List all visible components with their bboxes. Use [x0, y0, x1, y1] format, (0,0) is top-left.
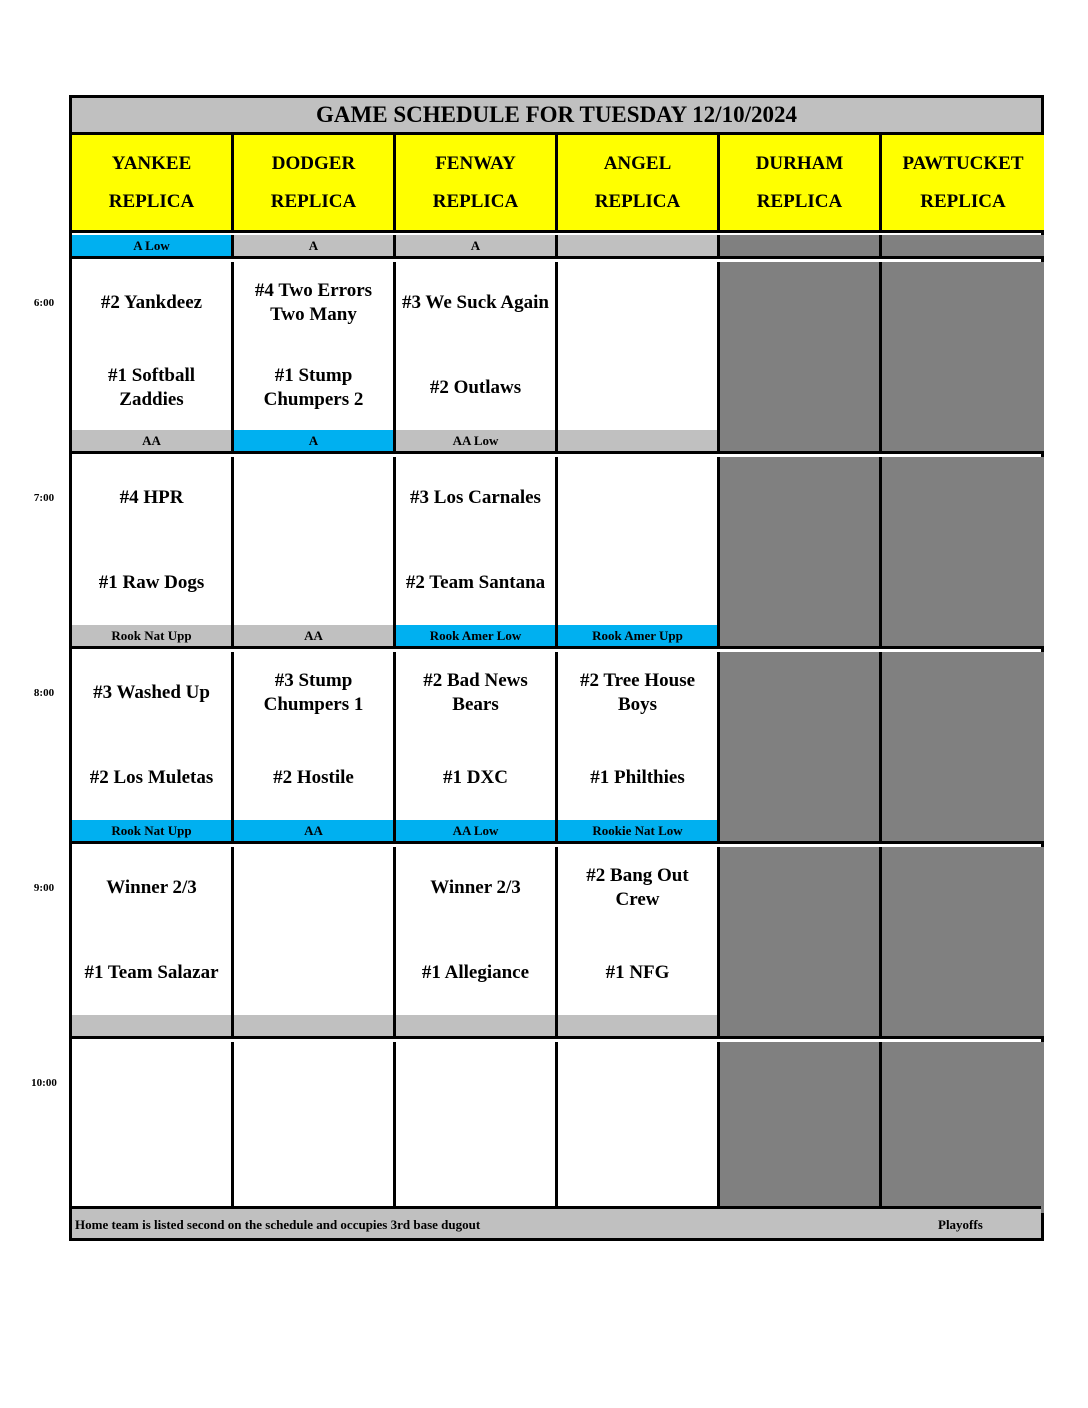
away-team	[562, 1052, 713, 1114]
game-cell	[234, 262, 396, 433]
game-cell	[72, 1042, 234, 1213]
division-label	[558, 1015, 720, 1039]
away-team	[562, 467, 713, 529]
away-team: #2 Bang Out Crew	[586, 865, 689, 910]
time-label: 6:00	[33, 297, 55, 309]
home-team	[238, 942, 389, 1004]
home-team: #2 Outlaws	[429, 377, 522, 398]
away-team: #4 Two Errors Two Many	[254, 280, 373, 325]
field-subtitle: REPLICA	[270, 190, 357, 212]
game-cell	[72, 262, 234, 433]
home-team	[76, 1137, 227, 1199]
division-label: Rook Nat Upp	[72, 820, 234, 844]
home-team	[400, 1137, 551, 1199]
game-cell	[234, 652, 396, 823]
home-team: #1 Softball Zaddies	[107, 365, 196, 410]
field-header-pawtucket	[882, 135, 1044, 233]
division-label	[882, 820, 1044, 844]
game-cell	[396, 1042, 558, 1213]
game-cell	[882, 262, 1044, 433]
division-label	[882, 625, 1044, 649]
division-label	[720, 430, 882, 454]
away-team: #3 Los Carnales	[410, 487, 541, 508]
home-team: #1 Raw Dogs	[98, 572, 205, 593]
field-name: ANGEL	[603, 152, 672, 174]
game-cell	[882, 457, 1044, 628]
away-team: Winner 2/3	[430, 877, 521, 898]
division-label	[234, 1015, 396, 1039]
division-label: Rookie Nat Low	[558, 820, 720, 844]
footer-bar	[72, 1206, 1041, 1238]
field-subtitle: REPLICA	[920, 190, 1006, 212]
away-team: #2 Tree House Boys	[579, 670, 696, 715]
game-cell	[72, 457, 234, 628]
game-cell	[558, 457, 720, 628]
game-cell	[882, 1042, 1044, 1213]
game-cell	[558, 1042, 720, 1213]
division-label	[720, 820, 882, 844]
home-team: #1 Philthies	[590, 767, 685, 788]
division-label: Rook Nat Upp	[72, 625, 234, 649]
division-label	[396, 1015, 558, 1039]
home-team	[562, 1137, 713, 1199]
game-cell	[558, 262, 720, 433]
game-cell	[720, 457, 882, 628]
schedule-table	[69, 95, 1044, 1241]
division-label: A Low	[72, 235, 234, 259]
game-cell	[234, 457, 396, 628]
away-team	[562, 272, 713, 334]
schedule-title: GAME SCHEDULE FOR TUESDAY 12/10/2024	[72, 98, 1041, 135]
away-team	[238, 467, 389, 529]
game-cell	[720, 1042, 882, 1213]
division-label	[882, 235, 1044, 259]
division-label: Rook Amer Upp	[558, 625, 720, 649]
division-label	[720, 1015, 882, 1039]
home-team: #1 DXC	[443, 767, 508, 788]
division-label	[882, 1015, 1044, 1039]
footer-note: Home team is listed second on the schedule and occupies 3rd base dugout	[75, 1217, 481, 1232]
field-header-fenway	[396, 135, 558, 233]
field-header-angel	[558, 135, 720, 233]
home-team	[238, 1137, 389, 1199]
time-label: 9:00	[33, 882, 55, 894]
division-label	[882, 430, 1044, 454]
time-label: 8:00	[33, 687, 55, 699]
field-name: YANKEE	[111, 152, 192, 174]
division-label	[558, 235, 720, 259]
field-subtitle: REPLICA	[432, 190, 519, 212]
field-subtitle: REPLICA	[108, 190, 195, 212]
field-name: DURHAM	[755, 152, 844, 174]
division-label	[558, 430, 720, 454]
division-label: AA	[72, 430, 234, 454]
game-cell	[558, 652, 720, 823]
away-team: #4 HPR	[119, 487, 184, 508]
away-team: #3 Stump Chumpers 1	[263, 670, 364, 715]
game-cell	[558, 847, 720, 1018]
game-cell	[720, 652, 882, 823]
home-team: #1 Team Salazar	[84, 962, 219, 983]
game-cell	[882, 652, 1044, 823]
time-label: 10:00	[31, 1077, 57, 1089]
game-cell	[234, 1042, 396, 1213]
home-team: #2 Los Muletas	[89, 767, 214, 788]
division-label	[720, 625, 882, 649]
field-subtitle: REPLICA	[756, 190, 843, 212]
game-cell	[720, 847, 882, 1018]
game-cell	[396, 652, 558, 823]
field-header-durham	[720, 135, 882, 233]
game-cell	[396, 457, 558, 628]
away-team: #3 We Suck Again	[402, 292, 549, 313]
away-team: #2 Bad News Bears	[423, 670, 528, 715]
game-cell	[720, 262, 882, 433]
field-header-dodger	[234, 135, 396, 233]
away-team: Winner 2/3	[106, 877, 197, 898]
away-team: #2 Yankdeez	[100, 292, 203, 313]
division-label: A	[234, 235, 396, 259]
division-label: A	[234, 430, 396, 454]
away-team	[400, 1052, 551, 1114]
game-cell	[234, 847, 396, 1018]
field-header-yankee	[72, 135, 234, 233]
field-subtitle: REPLICA	[594, 190, 681, 212]
game-cell	[72, 652, 234, 823]
division-label: AA	[234, 625, 396, 649]
division-label: Rook Amer Low	[396, 625, 558, 649]
division-label: A	[396, 235, 558, 259]
away-team	[238, 857, 389, 919]
away-team: #3 Washed Up	[93, 682, 210, 703]
playoffs-label: Playoffs	[938, 1217, 983, 1232]
game-cell	[396, 262, 558, 433]
division-label: AA	[234, 820, 396, 844]
time-label: 7:00	[33, 492, 55, 504]
home-team: #1 Stump Chumpers 2	[263, 365, 364, 410]
game-cell	[882, 847, 1044, 1018]
home-team	[238, 552, 389, 614]
division-label: AA Low	[396, 820, 558, 844]
game-cell	[396, 847, 558, 1018]
home-team: #1 Allegiance	[421, 962, 530, 983]
game-cell	[72, 847, 234, 1018]
field-name: PAWTUCKET	[902, 152, 1024, 174]
home-team: #1 NFG	[605, 962, 670, 983]
division-label	[720, 235, 882, 259]
away-team	[238, 1052, 389, 1114]
field-name: DODGER	[271, 152, 356, 174]
away-team	[76, 1052, 227, 1114]
field-name: FENWAY	[435, 152, 516, 174]
home-team	[562, 552, 713, 614]
division-label	[72, 1015, 234, 1039]
division-label: AA Low	[396, 430, 558, 454]
home-team: #2 Hostile	[273, 767, 354, 788]
home-team	[562, 357, 713, 419]
home-team: #2 Team Santana	[405, 572, 546, 593]
